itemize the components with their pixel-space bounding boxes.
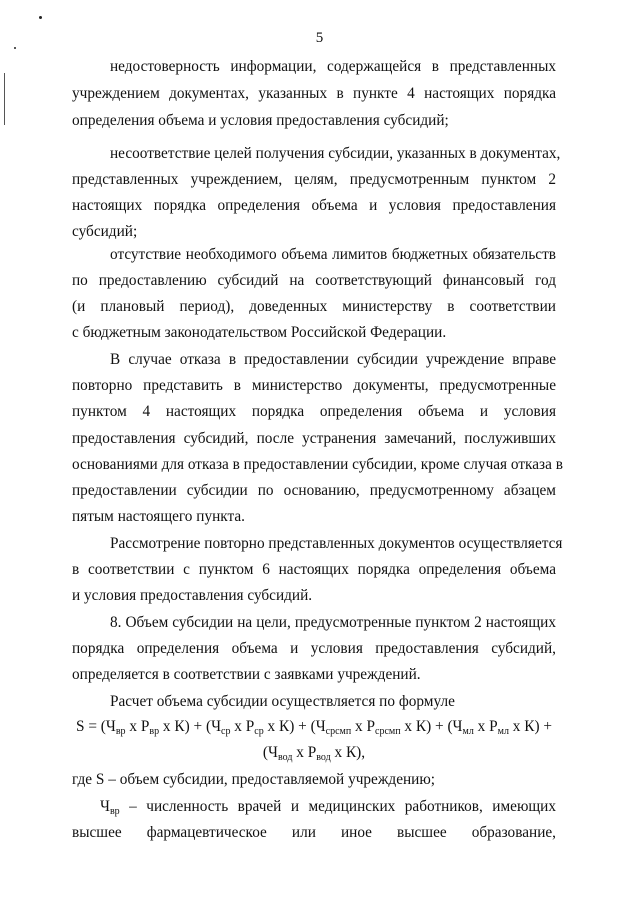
formula-part: S = (Ч <box>76 718 116 735</box>
formula-subscript: вод <box>316 752 331 763</box>
text-line <box>72 272 556 290</box>
text-line <box>72 223 556 241</box>
text-line-content: Рассмотрение повторно представленных документов осуществляется <box>110 535 563 552</box>
page-number: 5 <box>315 30 324 46</box>
text-line <box>72 197 556 215</box>
formula-part: x Р <box>230 718 255 735</box>
text-line <box>72 58 556 76</box>
text-line-content: представленных учреждением, целям, предусмотренным пунктом 2 <box>72 171 556 188</box>
formula-part: x К) + (Ч <box>159 718 222 735</box>
variable-subscript: вр <box>109 806 120 817</box>
text-line-content: В случае отказа в предоставлении субсидии учреждение вправе <box>110 351 556 368</box>
formula-subscript: срсмп <box>325 726 352 737</box>
formula-line-2 <box>72 744 556 762</box>
formula-part: x Р <box>292 744 317 761</box>
text-line-content: недостоверность информации, содержащейся в представленных <box>110 58 556 75</box>
formula-part: x Р <box>473 718 498 735</box>
text-line <box>72 112 556 130</box>
text-line <box>72 535 563 553</box>
formula-subscript: ср <box>221 726 231 737</box>
text-line-content: в соответствии с пунктом 6 настоящих порядка определения объема <box>72 561 556 578</box>
formula-part: x Р <box>351 718 376 735</box>
text-line <box>72 85 556 103</box>
text-line-content: с бюджетным законодательством Российской Федерации. <box>72 324 447 341</box>
text-line-content: (и плановый период), доведенных министерству в соответствии <box>72 298 556 315</box>
formula-subscript: вр <box>115 726 126 737</box>
text-line-content: субсидий; <box>72 223 138 240</box>
text-line-content: отсутствие необходимого объема лимитов бюджетных обязательств <box>110 246 556 263</box>
text-line <box>72 246 556 264</box>
text-line <box>72 377 556 395</box>
formula-part: x К), <box>330 744 366 761</box>
text-line-content: предоставления субсидий, после устранения замечаний, послуживших <box>72 430 556 447</box>
formula-subscript: мл <box>497 726 509 737</box>
formula-part: x К) + (Ч <box>263 718 326 735</box>
formula-part: x Р <box>125 718 150 735</box>
text-line-content: Расчет объема субсидии осуществляется по формуле <box>110 693 455 710</box>
text-line-content: пятым настоящего пункта. <box>72 508 246 525</box>
variable-description: – численность врачей и медицинских работников, имеющих <box>119 798 556 815</box>
text-line-content: основаниями для отказа в предоставлении субсидии, кроме случая отказа в <box>72 456 563 473</box>
text-line <box>72 430 556 448</box>
text-line <box>72 693 556 711</box>
where-definition: где S – объем субсидии, предоставляемой учреждению; <box>72 771 436 788</box>
variable-definition-line-1 <box>72 798 556 816</box>
text-line <box>72 171 556 189</box>
text-line-content: предоставлении субсидии по основанию, предусмотренному абзацем <box>72 482 556 499</box>
text-line <box>72 403 556 421</box>
text-line <box>72 561 556 579</box>
scan-edge-mark <box>4 73 5 125</box>
text-line-content: учреждением документах, указанных в пункте 4 настоящих порядка <box>72 85 556 102</box>
variable-definition-line-2: высшее фармацевтическое или иное высшее образование, <box>72 824 556 841</box>
scan-speck <box>14 47 16 49</box>
text-line <box>72 351 556 369</box>
text-line-content: несоответствие целей получения субсидии, указанных в документах, <box>110 145 561 162</box>
text-line-content: по предоставлению субсидий на соответствующий финансовый год <box>72 272 556 289</box>
text-line <box>72 508 556 526</box>
text-line-content: настоящих порядка определения объема и условия предоставления <box>72 197 556 214</box>
variable-symbol: Ч <box>100 798 110 815</box>
text-line-content: и условия предоставления субсидий. <box>72 587 313 604</box>
formula-subscript: срсмп <box>375 726 401 737</box>
text-line <box>72 640 556 658</box>
formula-subscript: вр <box>149 726 160 737</box>
text-line-content: определяется в соответствии с заявками учреждений. <box>72 666 421 683</box>
text-line-content: 8. Объем субсидии на цели, предусмотренные пунктом 2 настоящих <box>110 614 556 631</box>
text-line <box>72 666 556 684</box>
formula-part: (Ч <box>262 744 278 761</box>
formula-subscript: мл <box>462 726 474 737</box>
text-line-content: пунктом 4 настоящих порядка определения объема и условия <box>72 403 556 420</box>
text-line <box>72 145 561 163</box>
formula-subscript: вод <box>277 752 293 763</box>
scan-speck <box>39 16 42 19</box>
text-line <box>72 456 563 474</box>
formula-line-1 <box>72 718 556 736</box>
text-line <box>72 298 556 316</box>
formula-part: x К) + <box>508 718 552 735</box>
text-line-content: повторно представить в министерство документы, предусмотренные <box>72 377 556 394</box>
text-line <box>72 324 556 342</box>
text-line-content: определения объема и условия предоставления субсидий; <box>72 112 449 129</box>
formula-part: x К) + (Ч <box>400 718 463 735</box>
text-line <box>72 587 556 605</box>
text-line <box>72 614 556 632</box>
text-line <box>72 482 556 500</box>
formula-subscript: ср <box>254 726 264 737</box>
text-line-content: порядка определения объема и условия предоставления субсидий, <box>72 640 556 657</box>
